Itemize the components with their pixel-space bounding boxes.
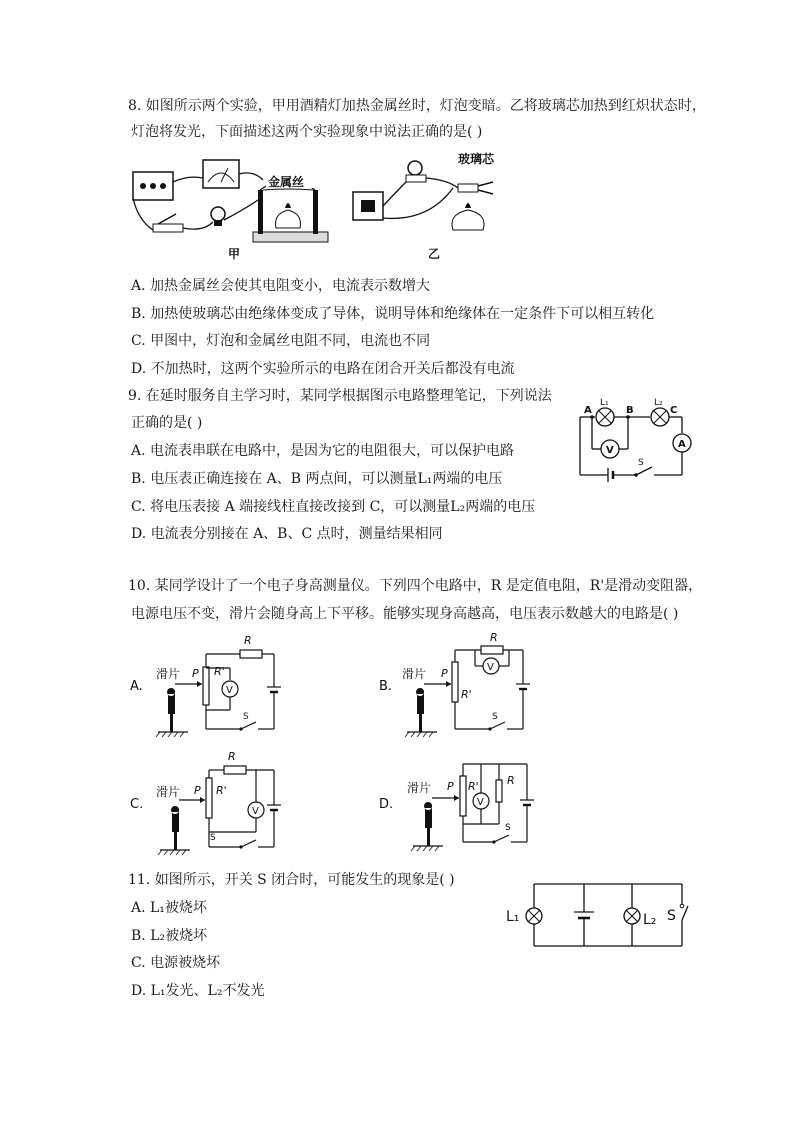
rprime-label: R' bbox=[214, 665, 225, 678]
resistor-r bbox=[481, 646, 503, 654]
person-figure bbox=[416, 688, 424, 732]
rprime-label: R' bbox=[216, 784, 227, 797]
rheostat bbox=[203, 667, 209, 705]
q10-circuit-d bbox=[377, 750, 537, 860]
q9-option-c: C. 将电压表接 A 端接线柱直接改接到 C，可以测量L₂两端的电压 bbox=[131, 499, 536, 515]
v-label: V bbox=[477, 797, 484, 808]
q10-circuit-a bbox=[128, 632, 288, 742]
switch bbox=[494, 835, 509, 842]
slider-label: 滑片 bbox=[407, 781, 432, 795]
rheostat bbox=[452, 662, 458, 702]
q9-option-a: A. 电流表串联在电路中，是因为它的电阻很大，可以保护电路 bbox=[131, 443, 515, 459]
switch-s-label: S bbox=[638, 458, 644, 468]
q10-stem-line1: 10. 某同学设计了一个电子身高测量仪。下列四个电路中，R 是定值电阻，R'是滑动变阻器， bbox=[128, 578, 703, 594]
switch bbox=[241, 840, 256, 847]
letter-c: C. bbox=[130, 797, 144, 812]
s-label: S bbox=[243, 712, 249, 722]
q8-stem-line1: 8. 如图所示两个实验，甲用酒精灯加热金属丝时，灯泡变暗。乙将玻璃芯加热到红炽状态时， bbox=[128, 98, 706, 114]
switch-base bbox=[153, 224, 183, 232]
p-label: P bbox=[192, 667, 199, 680]
person-figure bbox=[167, 688, 175, 732]
label-glass: 玻璃芯 bbox=[458, 152, 495, 166]
q10-circuit-b bbox=[377, 632, 537, 742]
person-figure bbox=[171, 806, 179, 850]
slider-label: 滑片 bbox=[156, 785, 181, 799]
rprime-label: R' bbox=[468, 780, 479, 793]
switch-s bbox=[636, 467, 652, 475]
r-label: R bbox=[507, 774, 515, 787]
rheostat bbox=[206, 778, 212, 818]
s-label: S bbox=[667, 908, 676, 924]
q11-option-a: A. L₁被烧坏 bbox=[131, 900, 207, 916]
switch bbox=[241, 722, 256, 729]
alcohol-lamp-yi bbox=[452, 210, 484, 230]
v-label: V bbox=[487, 662, 494, 673]
resistor-r bbox=[224, 766, 246, 774]
p-label: P bbox=[441, 667, 448, 680]
resistor-r bbox=[240, 650, 262, 658]
r-label: R bbox=[490, 631, 498, 644]
slider-label: 滑片 bbox=[402, 667, 427, 681]
bulb-yi bbox=[408, 161, 422, 175]
ammeter-box bbox=[203, 160, 239, 188]
q9-stem-line2: 正确的是( ) bbox=[131, 415, 203, 431]
label-jia: 甲 bbox=[228, 247, 241, 261]
q9-option-d: D. 电流表分别接在 A、B、C 点时，测量结果相同 bbox=[131, 526, 443, 542]
q11-option-d: D. L₁发光、L₂不发光 bbox=[131, 983, 265, 999]
letter-a: A. bbox=[130, 679, 143, 694]
q11-option-c: C. 电源被烧坏 bbox=[131, 955, 221, 971]
rprime-label: R' bbox=[461, 688, 472, 701]
s-label: S bbox=[210, 833, 216, 843]
ammeter-label: A bbox=[678, 439, 686, 450]
q10-circuit-c bbox=[128, 750, 288, 860]
q8-option-a: A. 加热金属丝会使其电阻变小，电流表示数增大 bbox=[131, 278, 431, 294]
v-label: V bbox=[226, 685, 233, 696]
voltmeter-label: V bbox=[606, 445, 614, 456]
l1-label: L₁ bbox=[600, 398, 609, 408]
l1-label: L₁ bbox=[506, 909, 520, 925]
letter-d: D. bbox=[379, 797, 394, 812]
l2-label: L₂ bbox=[643, 912, 657, 928]
p-label: P bbox=[194, 784, 201, 797]
p-label: P bbox=[447, 780, 454, 793]
slider-label: 滑片 bbox=[156, 667, 181, 681]
point-c-label: C bbox=[670, 405, 678, 416]
q9-circuit-figure bbox=[570, 395, 690, 487]
q11-circuit-figure bbox=[500, 876, 690, 954]
label-wire: 金属丝 bbox=[268, 175, 305, 189]
q9-option-b: B. 电压表正确连接在 A、B 两点间，可以测量L₁两端的电压 bbox=[131, 471, 503, 487]
point-b-label: B bbox=[626, 405, 634, 416]
l2-label: L₂ bbox=[654, 398, 663, 408]
rheostat bbox=[460, 776, 466, 816]
q8-stem-line2: 灯泡将发光，下面描述这两个实验现象中说法正确的是( ) bbox=[131, 124, 483, 140]
q8-option-c: C. 甲图中，灯泡和金属丝电阻不同，电流也不同 bbox=[131, 333, 431, 349]
label-yi: 乙 bbox=[428, 247, 441, 261]
q9-stem-line1: 9. 在延时服务自主学习时，某同学根据图示电路整理笔记，下列说法 bbox=[128, 388, 552, 404]
r-label: R bbox=[244, 634, 252, 647]
switch bbox=[490, 722, 505, 729]
s-label: S bbox=[492, 712, 498, 722]
r-label: R bbox=[228, 750, 236, 763]
q11-stem: 11. 如图所示，开关 S 闭合时，可能发生的现象是( ) bbox=[128, 872, 455, 888]
glass-core bbox=[458, 184, 478, 192]
point-a-label: A bbox=[584, 405, 592, 416]
letter-b: B. bbox=[379, 679, 393, 694]
alcohol-lamp-jia bbox=[276, 210, 301, 228]
q11-option-b: B. L₂被烧坏 bbox=[131, 928, 208, 944]
q8-figure bbox=[128, 150, 508, 265]
q8-option-d: D. 不加热时，这两个实验所示的电路在闭合开关后都没有电流 bbox=[131, 361, 515, 377]
bulb-jia bbox=[211, 207, 225, 221]
q10-stem-line2: 电源电压不变，滑片会随身高上下平移。能够实现身高越高，电压表示数越大的电路是( ) bbox=[131, 606, 679, 622]
q8-option-b: B. 加热使玻璃芯由绝缘体变成了导体，说明导体和绝缘体在一定条件下可以相互转化 bbox=[131, 306, 655, 322]
person-figure bbox=[424, 802, 432, 846]
v-label: V bbox=[252, 806, 259, 817]
s-label: S bbox=[505, 823, 511, 833]
resistor-r bbox=[496, 780, 502, 802]
